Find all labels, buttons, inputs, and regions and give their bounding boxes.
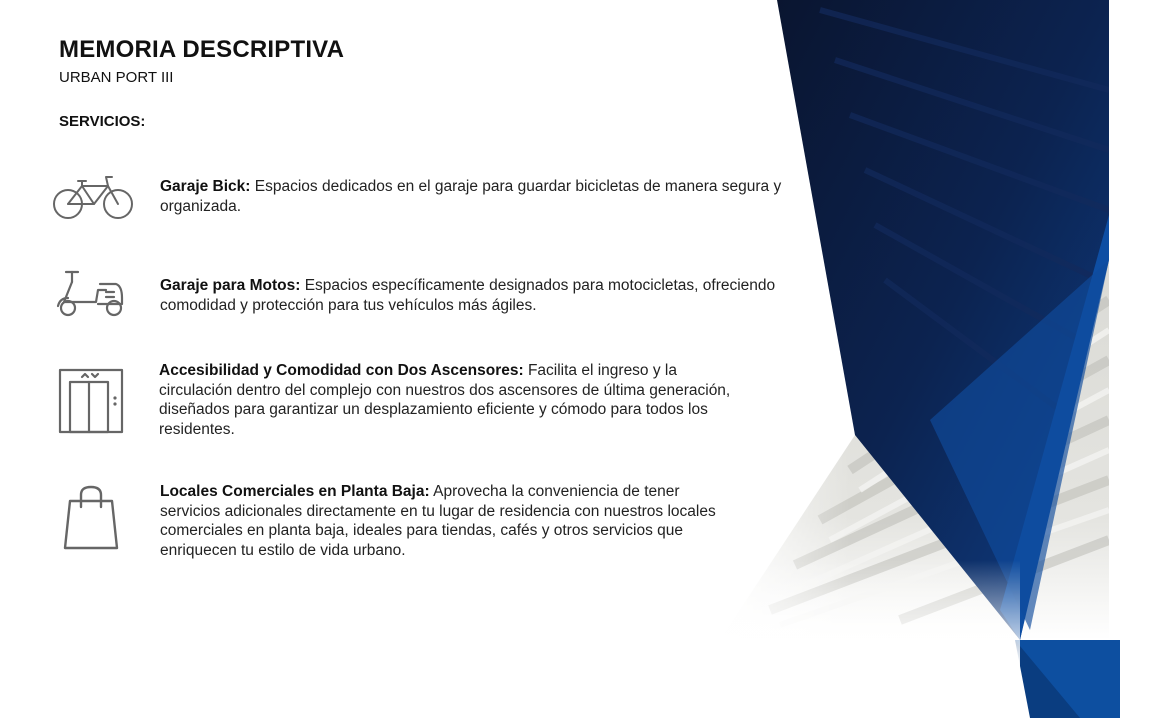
service-detail: Espacios específicamente designados para motocicletas, ofreciendo comodidad y protección para tus vehículos más ágiles. [160, 277, 776, 314]
service-title: Garaje Bick: [160, 178, 251, 195]
service-description [159, 361, 749, 439]
section-heading: SERVICIOS: [59, 113, 146, 130]
service-detail: Espacios dedicados en el garaje para guardar bicicletas de manera segura y organizada. [160, 178, 782, 215]
shopping-bag-icon [62, 485, 120, 551]
service-description [160, 276, 790, 315]
document-title: MEMORIA DESCRIPTIVA [59, 36, 345, 63]
service-title: Accesibilidad y Comodidad con Dos Ascensores: [159, 362, 524, 379]
service-detail: Facilita el ingreso y la circulación dentro del complejo con nuestros dos ascensores de última generación, diseñados para garantizar un desplazamiento eficiente y cómodo para todos los residentes. [159, 362, 731, 438]
architectural-photo-decoration [700, 0, 1120, 718]
elevator-icon [58, 368, 124, 436]
service-title: Locales Comerciales en Planta Baja: [160, 483, 430, 500]
service-title: Garaje para Motos: [160, 277, 301, 294]
service-description [160, 177, 810, 216]
scooter-icon [56, 268, 126, 320]
bicycle-icon [52, 174, 134, 222]
project-name: URBAN PORT III [59, 69, 174, 86]
service-description [160, 482, 740, 560]
service-detail: Aprovecha la conveniencia de tener servicios adicionales directamente en tu lugar de residencia con nuestros locales comerciales en planta baja, ideales para tiendas, cafés y otros servicios que enriquecen tu estilo de vida urbano. [160, 483, 716, 559]
